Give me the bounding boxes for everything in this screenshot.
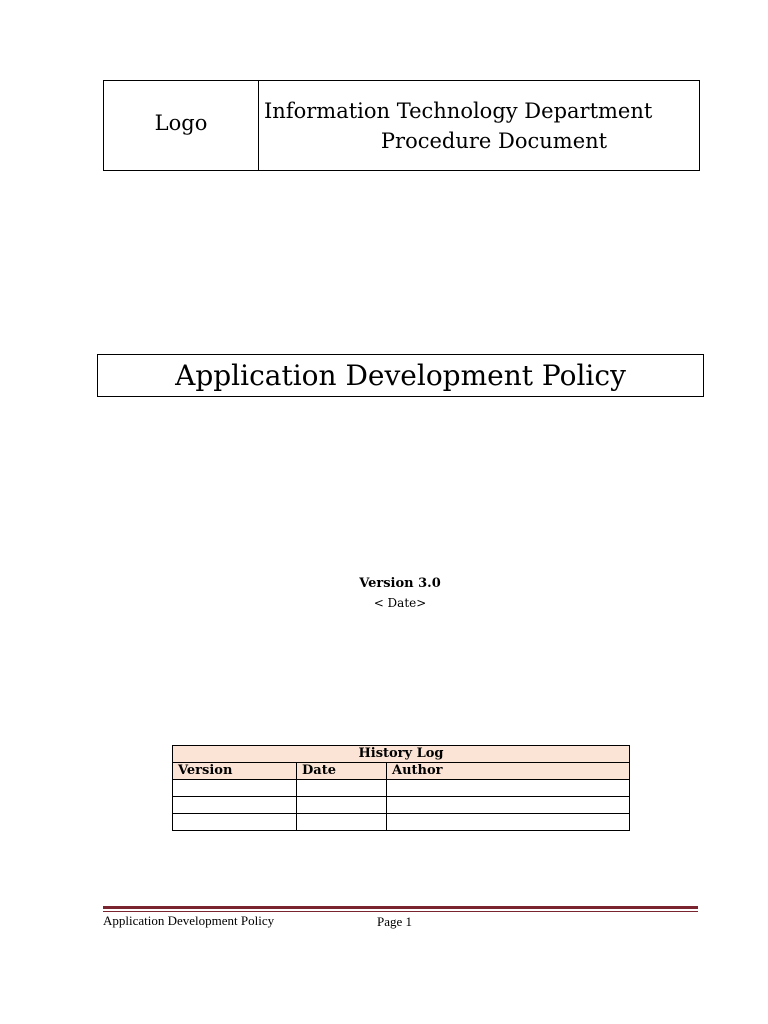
- version-label: Version 3.0: [359, 576, 441, 591]
- history-caption-row: [173, 746, 630, 763]
- column-header-date: Date: [297, 763, 387, 780]
- table-cell: [173, 797, 297, 814]
- table-row: [173, 814, 630, 831]
- footer-document-name: Application Development Policy: [103, 913, 275, 928]
- table-cell: [387, 814, 630, 831]
- table-row: [173, 780, 630, 797]
- date-placeholder: < Date>: [373, 596, 427, 610]
- table-cell: [387, 797, 630, 814]
- table-cell: [297, 814, 387, 831]
- history-header-row: [173, 763, 630, 780]
- logo-placeholder: Logo: [104, 81, 259, 170]
- column-header-author: Author: [387, 763, 630, 780]
- footer-page-number: Page 1: [377, 914, 413, 929]
- history-log-caption: History Log: [173, 746, 630, 763]
- table-row: [173, 797, 630, 814]
- footer-rule-thick: [103, 906, 698, 909]
- footer-rule-thin: [103, 911, 698, 912]
- department-name: Information Technology Department: [264, 99, 653, 123]
- table-cell: [387, 780, 630, 797]
- column-header-version: Version: [173, 763, 297, 780]
- table-cell: [297, 797, 387, 814]
- table-cell: [297, 780, 387, 797]
- table-cell: [173, 780, 297, 797]
- table-cell: [173, 814, 297, 831]
- header-table: [103, 80, 700, 171]
- department-title: [259, 81, 699, 170]
- document-type: Procedure Document: [380, 129, 608, 153]
- history-log-table: [172, 745, 630, 831]
- policy-title: Application Development Policy: [97, 354, 704, 397]
